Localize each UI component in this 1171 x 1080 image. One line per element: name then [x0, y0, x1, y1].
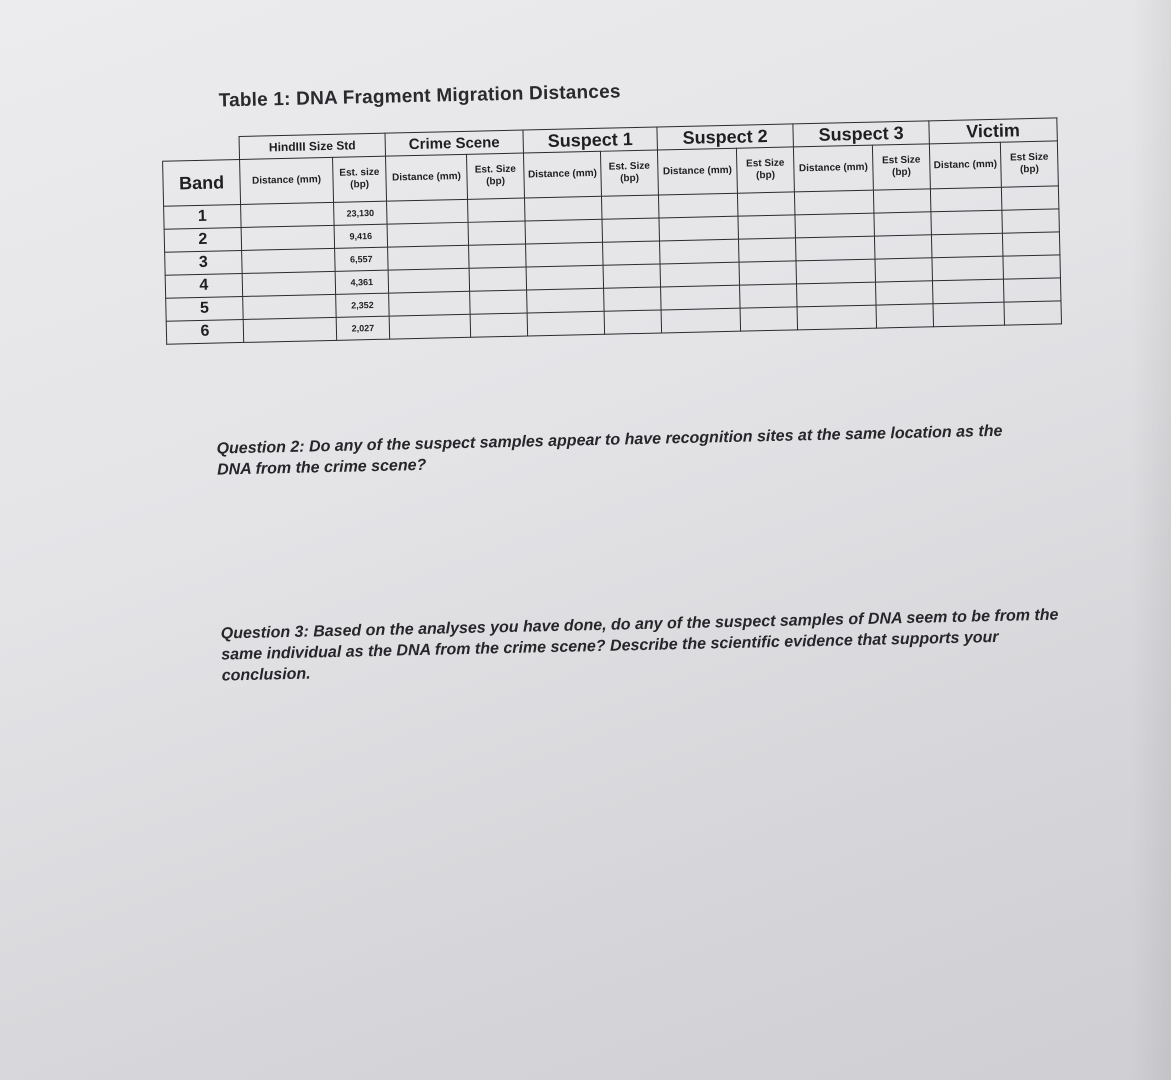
blank-entry-cell[interactable]	[387, 222, 469, 247]
blank-entry-cell[interactable]	[527, 288, 605, 313]
group-suspect-1: Suspect 1	[523, 127, 657, 153]
blank-entry-cell[interactable]	[468, 198, 526, 222]
blank-entry-cell[interactable]	[797, 305, 877, 330]
blank-entry-cell[interactable]	[242, 248, 335, 273]
blank-entry-cell[interactable]	[658, 193, 738, 218]
blank-entry-cell[interactable]	[604, 287, 662, 311]
blank-entry-cell[interactable]	[660, 262, 740, 287]
std-size-cell: 23,130	[334, 201, 388, 225]
blank-entry-cell[interactable]	[930, 187, 1002, 212]
blank-entry-cell[interactable]	[603, 264, 661, 288]
blank-entry-cell[interactable]	[933, 302, 1005, 327]
group-crime-scene: Crime Scene	[385, 130, 523, 156]
blank-entry-cell[interactable]	[602, 218, 660, 242]
blank-entry-cell[interactable]	[389, 314, 471, 339]
blank-entry-cell[interactable]	[874, 235, 932, 259]
band-number: 2	[164, 227, 242, 252]
blank-entry-cell[interactable]	[661, 308, 741, 333]
blank-entry-cell[interactable]	[738, 238, 796, 262]
band-number: 5	[166, 296, 244, 321]
blank-entry-cell[interactable]	[932, 279, 1004, 304]
band-number: 3	[165, 250, 243, 275]
blank-entry-cell[interactable]	[660, 239, 740, 264]
std-size-cell: 6,557	[335, 247, 389, 271]
blank-entry-cell[interactable]	[795, 213, 875, 238]
group-suspect-2: Suspect 2	[657, 124, 793, 150]
suspect3-size-header: Est Size (bp)	[872, 144, 930, 190]
band-number: 4	[165, 273, 243, 298]
blank-entry-cell[interactable]	[243, 317, 336, 342]
crime-size-header: Est. Size (bp)	[466, 153, 524, 199]
group-victim: Victim	[929, 118, 1057, 144]
blank-entry-cell[interactable]	[740, 284, 798, 308]
blank-entry-cell[interactable]	[931, 210, 1003, 235]
blank-entry-cell[interactable]	[1003, 278, 1061, 302]
blank-entry-cell[interactable]	[388, 268, 470, 293]
blank-entry-cell[interactable]	[389, 291, 471, 316]
blank-entry-cell[interactable]	[931, 233, 1003, 258]
blank-entry-cell[interactable]	[525, 219, 603, 244]
std-size-cell: 2,352	[336, 293, 390, 317]
band-header-spacer	[162, 136, 240, 161]
blank-entry-cell[interactable]	[469, 244, 527, 268]
std-size-cell: 2,027	[336, 316, 390, 340]
blank-entry-cell[interactable]	[526, 242, 604, 267]
blank-entry-cell[interactable]	[876, 304, 934, 328]
blank-entry-cell[interactable]	[1002, 209, 1060, 233]
blank-entry-cell[interactable]	[875, 258, 933, 282]
std-size-cell: 9,416	[334, 224, 388, 248]
blank-entry-cell[interactable]	[468, 221, 526, 245]
blank-entry-cell[interactable]	[932, 256, 1004, 281]
blank-entry-cell[interactable]	[873, 189, 931, 213]
hindiii-distance-header: Distance (mm)	[240, 157, 334, 204]
blank-entry-cell[interactable]	[242, 271, 335, 296]
dna-migration-table	[162, 117, 1062, 344]
victim-size-header: Est Size (bp)	[1000, 141, 1058, 187]
suspect2-distance-header: Distance (mm)	[657, 148, 737, 195]
blank-entry-cell[interactable]	[1004, 301, 1062, 325]
table-title: Table 1: DNA Fragment Migration Distances	[218, 81, 621, 112]
blank-entry-cell[interactable]	[387, 199, 469, 224]
blank-entry-cell[interactable]	[795, 236, 875, 261]
worksheet	[150, 49, 1095, 750]
blank-entry-cell[interactable]	[659, 216, 739, 241]
blank-entry-cell[interactable]	[388, 245, 470, 270]
blank-entry-cell[interactable]	[525, 196, 603, 221]
suspect1-distance-header: Distance (mm)	[523, 151, 601, 198]
group-suspect-3: Suspect 3	[793, 121, 929, 147]
blank-entry-cell[interactable]	[243, 294, 336, 319]
blank-entry-cell[interactable]	[1002, 232, 1060, 256]
band-number: 6	[166, 319, 244, 344]
blank-entry-cell[interactable]	[470, 313, 528, 337]
blank-entry-cell[interactable]	[738, 215, 796, 239]
blank-entry-cell[interactable]	[661, 285, 741, 310]
band-number: 1	[164, 204, 242, 229]
blank-entry-cell[interactable]	[1001, 186, 1059, 210]
page-edge-shadow	[1131, 0, 1171, 1080]
std-size-cell: 4,361	[335, 270, 389, 294]
blank-entry-cell[interactable]	[797, 282, 877, 307]
band-rows	[164, 186, 1062, 344]
blank-entry-cell[interactable]	[796, 259, 876, 284]
group-hindiii: HindIII Size Std	[239, 133, 385, 159]
blank-entry-cell[interactable]	[874, 212, 932, 236]
blank-entry-cell[interactable]	[526, 265, 604, 290]
blank-entry-cell[interactable]	[737, 192, 795, 216]
blank-entry-cell[interactable]	[604, 310, 662, 334]
blank-entry-cell[interactable]	[603, 241, 661, 265]
blank-entry-cell[interactable]	[794, 190, 874, 215]
blank-entry-cell[interactable]	[875, 281, 933, 305]
suspect1-size-header: Est. Size (bp)	[600, 150, 658, 196]
victim-distance-header: Distanc (mm)	[929, 142, 1001, 189]
blank-entry-cell[interactable]	[469, 267, 527, 291]
crime-distance-header: Distance (mm)	[386, 154, 468, 201]
suspect3-distance-header: Distance (mm)	[793, 145, 873, 192]
blank-entry-cell[interactable]	[527, 311, 605, 336]
blank-entry-cell[interactable]	[740, 307, 798, 331]
blank-entry-cell[interactable]	[470, 290, 528, 314]
blank-entry-cell[interactable]	[739, 261, 797, 285]
band-header: Band	[163, 159, 241, 206]
blank-entry-cell[interactable]	[241, 225, 334, 250]
blank-entry-cell[interactable]	[1003, 255, 1061, 279]
hindiii-size-header: Est. size (bp)	[333, 156, 387, 202]
question-2: Question 2: Do any of the suspect samples appear to have recognition sites at the same location as the DNA from the crime scene?	[216, 422, 1003, 479]
question-3: Question 3: Based on the analyses you have done, do any of the suspect samples of DNA seem to be from the same individual as the DNA from the crime scene? Describe the scientific evidence that supports your conclusion.	[220, 606, 1059, 685]
blank-entry-cell[interactable]	[241, 202, 334, 227]
suspect2-size-header: Est Size (bp)	[736, 147, 794, 193]
blank-entry-cell[interactable]	[601, 195, 659, 219]
